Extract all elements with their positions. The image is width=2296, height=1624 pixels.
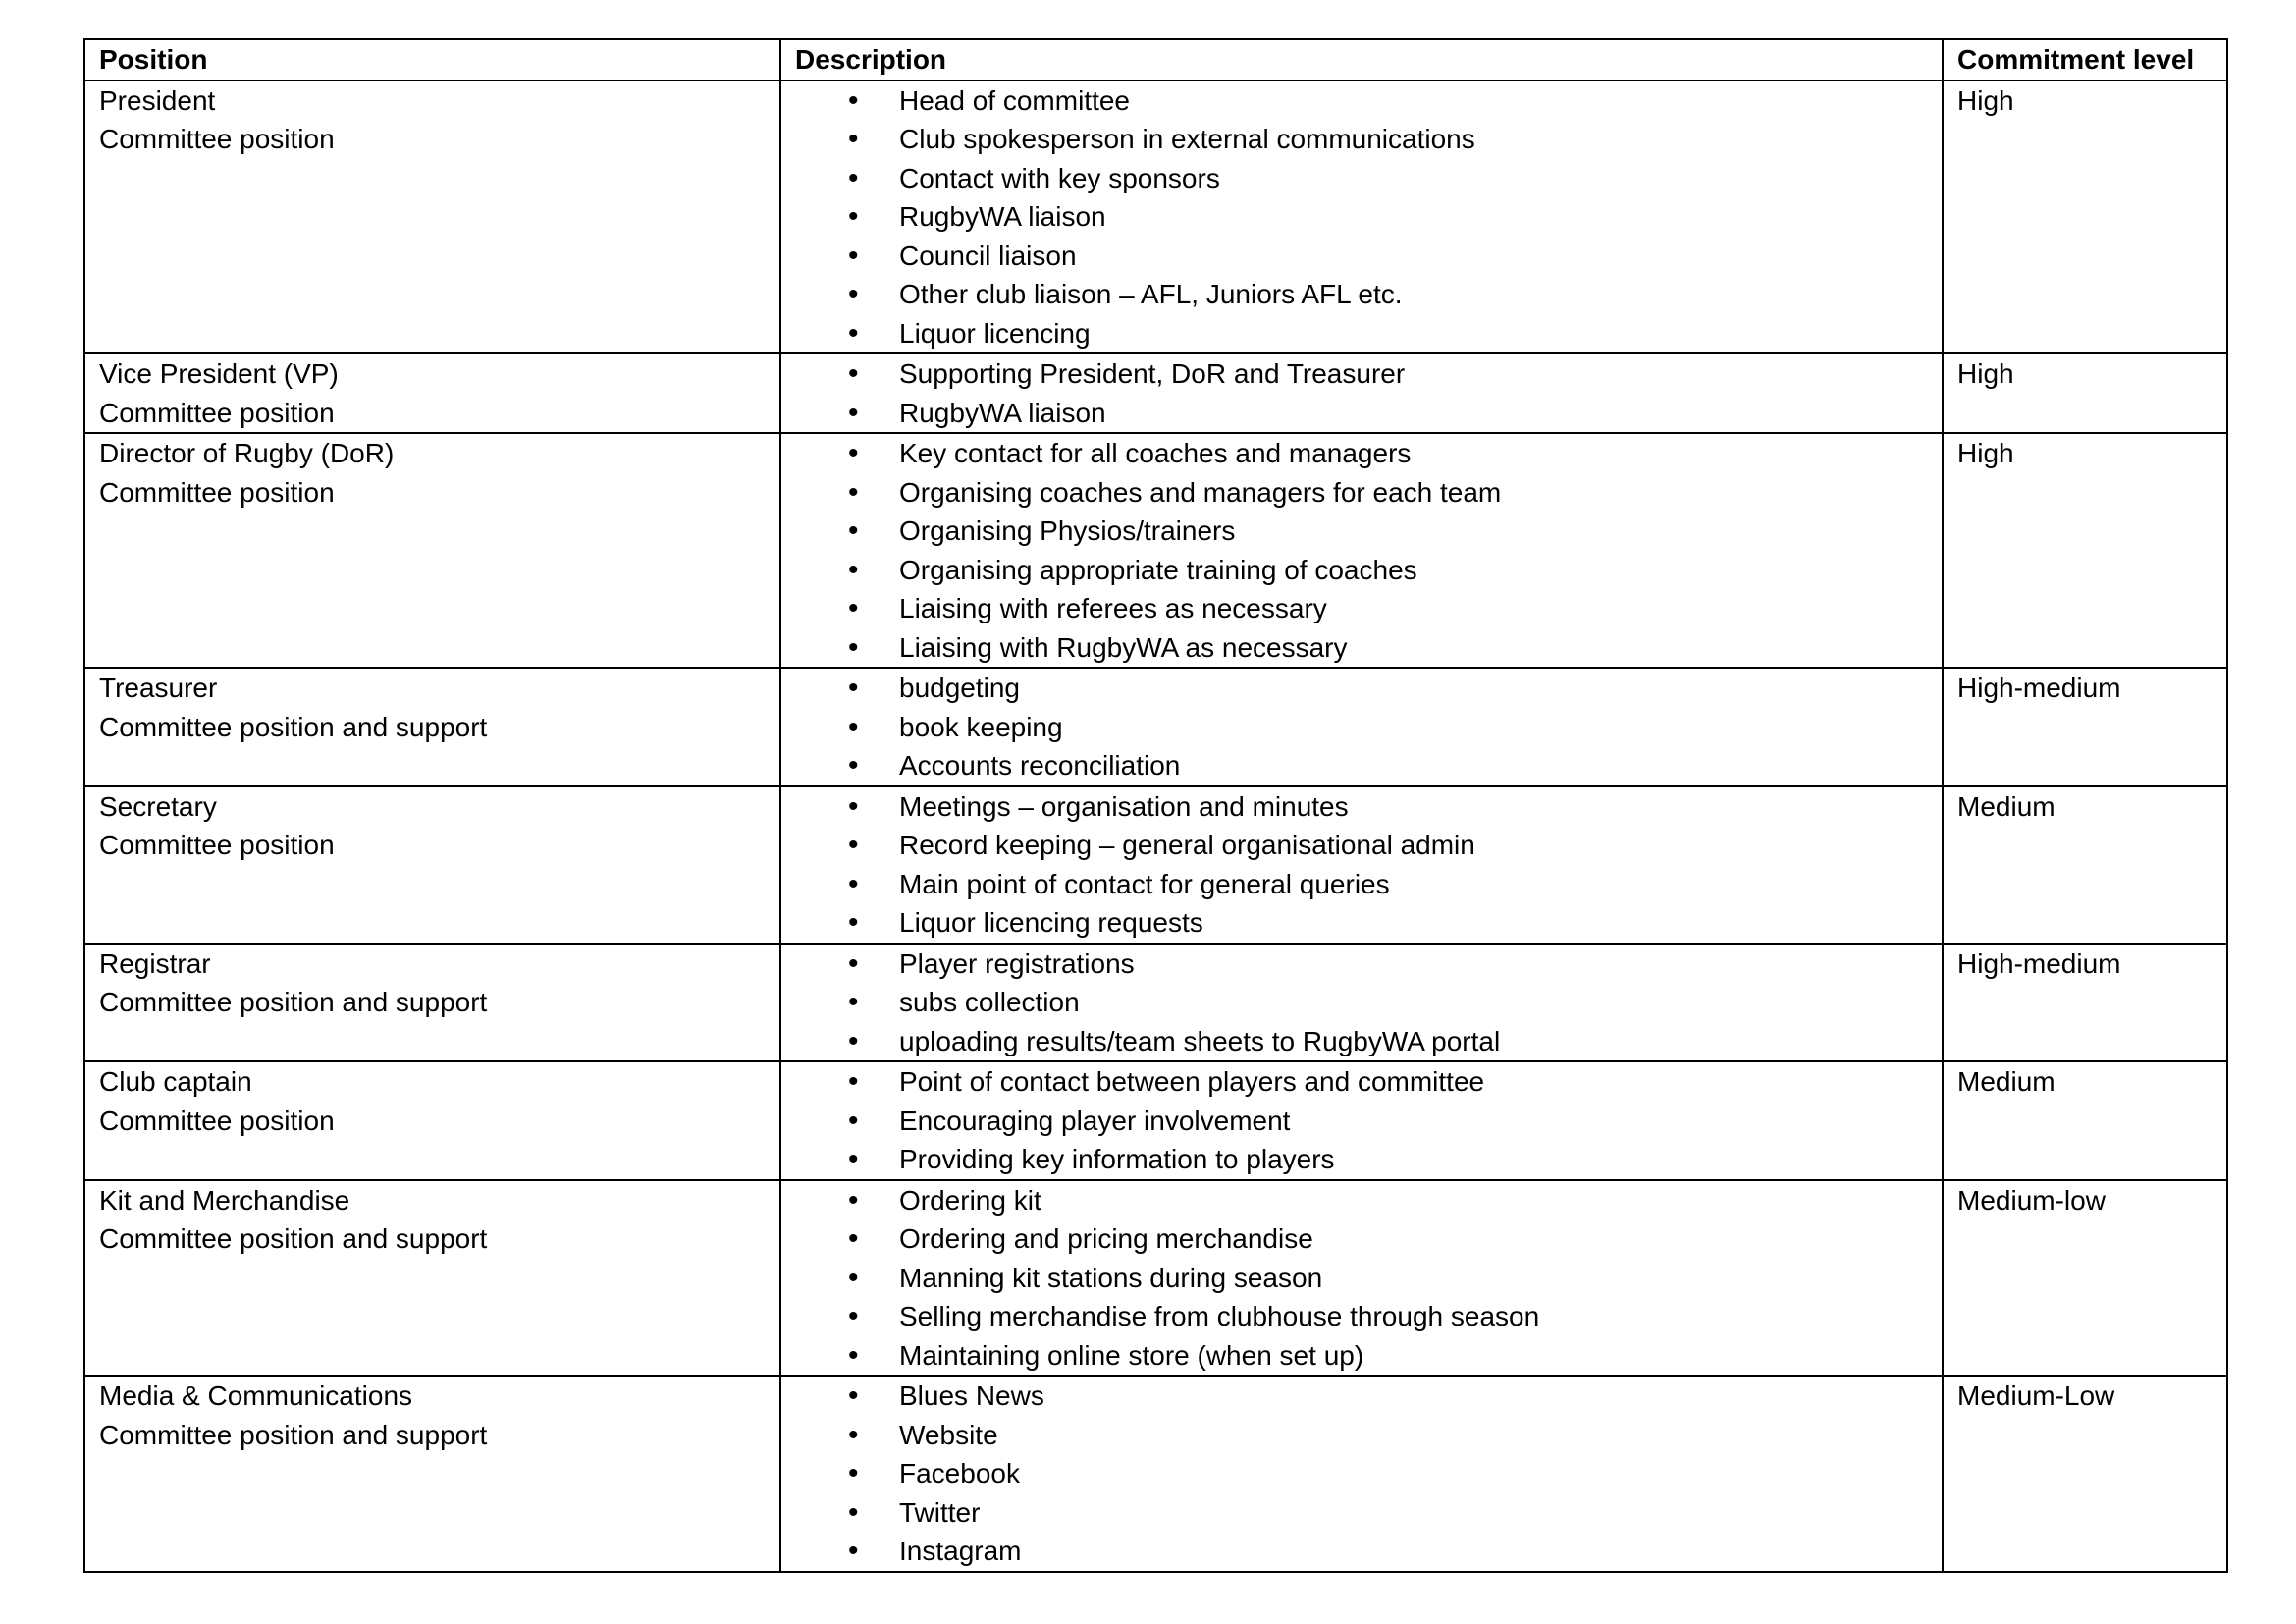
duty-list	[795, 669, 1934, 785]
position-type: Committee position	[99, 830, 335, 860]
duty-item: • budgeting	[795, 669, 1934, 708]
duty-list	[795, 354, 1934, 432]
description-header: Description	[780, 39, 1943, 81]
duty-item: • RugbyWA liaison	[795, 197, 1934, 237]
position-type: Committee position and support	[99, 711, 488, 742]
duty-item: • Meetings – organisation and minutes	[795, 787, 1934, 827]
description-cell	[780, 1061, 1943, 1180]
commitment-cell: Medium-Low	[1943, 1376, 2227, 1572]
table-row	[84, 944, 2227, 1062]
description-cell	[780, 433, 1943, 668]
position-type: Committee position	[99, 1105, 335, 1136]
position-title: Treasurer	[99, 673, 218, 703]
duty-list	[795, 1181, 1934, 1376]
duty-item: • Accounts reconciliation	[795, 746, 1934, 785]
description-cell	[780, 1376, 1943, 1572]
table-row	[84, 353, 2227, 433]
description-cell	[780, 81, 1943, 354]
position-title: Vice President (VP)	[99, 358, 339, 389]
description-cell	[780, 1180, 1943, 1377]
duty-item: • Key contact for all coaches and managers	[795, 434, 1934, 473]
description-cell	[780, 668, 1943, 786]
duty-item: • Head of committee	[795, 81, 1934, 121]
duty-item: • Liquor licencing	[795, 314, 1934, 353]
position-type: Committee position and support	[99, 1419, 488, 1450]
position-title: Secretary	[99, 790, 217, 822]
duty-list	[795, 787, 1934, 943]
duty-item: • Club spokesperson in external communications	[795, 120, 1934, 159]
position-cell	[84, 786, 780, 944]
position-cell	[84, 81, 780, 354]
duty-item: • Organising Physios/trainers	[795, 512, 1934, 551]
commitment-cell: Medium-low	[1943, 1180, 2227, 1377]
duty-item: • Organising coaches and managers for each team	[795, 473, 1934, 513]
position-cell	[84, 433, 780, 668]
duty-item: • Liaising with RugbyWA as necessary	[795, 628, 1934, 668]
table-row	[84, 1061, 2227, 1180]
duty-list	[795, 945, 1934, 1061]
committee-roles-table	[83, 38, 2228, 1573]
duty-item: • Contact with key sponsors	[795, 159, 1934, 198]
position-title: Club captain	[99, 1066, 252, 1097]
duty-item: • book keeping	[795, 708, 1934, 747]
position-title: Media & Communications	[99, 1380, 413, 1411]
duty-item: • Other club liaison – AFL, Juniors AFL etc.	[795, 275, 1934, 314]
position-title: Registrar	[99, 947, 211, 979]
commitment-cell: Medium	[1943, 786, 2227, 944]
commitment-cell: High	[1943, 81, 2227, 354]
duty-item: • Liaising with referees as necessary	[795, 589, 1934, 628]
position-cell	[84, 944, 780, 1062]
duty-item: • Council liaison	[795, 237, 1934, 276]
position-type: Committee position	[99, 397, 335, 428]
description-cell	[780, 944, 1943, 1062]
duty-item: • Twitter	[795, 1493, 1934, 1533]
position-title: President	[99, 84, 216, 116]
description-cell	[780, 353, 1943, 433]
commitment-cell: High-medium	[1943, 668, 2227, 786]
duty-list	[795, 1062, 1934, 1179]
duty-item: • uploading results/team sheets to RugbyWA portal	[795, 1022, 1934, 1061]
commitment-header: Commitment level	[1943, 39, 2227, 81]
header-row	[84, 39, 2227, 81]
duty-item: • Maintaining online store (when set up)	[795, 1336, 1934, 1376]
position-type: Committee position	[99, 124, 335, 154]
roles-body	[84, 81, 2227, 1572]
table-row	[84, 433, 2227, 668]
table-row	[84, 81, 2227, 354]
duty-item: • Website	[795, 1416, 1934, 1455]
position-header: Position	[84, 39, 780, 81]
duty-list	[795, 81, 1934, 353]
position-cell	[84, 1376, 780, 1572]
position-cell	[84, 353, 780, 433]
table-row	[84, 668, 2227, 786]
commitment-cell: High	[1943, 353, 2227, 433]
duty-item: • Selling merchandise from clubhouse through season	[795, 1297, 1934, 1336]
commitment-cell: Medium	[1943, 1061, 2227, 1180]
duty-item: • Ordering and pricing merchandise	[795, 1219, 1934, 1259]
duty-item: • Organising appropriate training of coaches	[795, 551, 1934, 590]
position-type: Committee position and support	[99, 1223, 488, 1254]
duty-item: • Instagram	[795, 1532, 1934, 1571]
duty-item: • Facebook	[795, 1454, 1934, 1493]
duty-item: • Main point of contact for general queries	[795, 865, 1934, 904]
duty-list	[795, 434, 1934, 667]
duty-item: • Encouraging player involvement	[795, 1102, 1934, 1141]
commitment-cell: High-medium	[1943, 944, 2227, 1062]
duty-item: • RugbyWA liaison	[795, 394, 1934, 433]
table-row	[84, 1376, 2227, 1572]
duty-item: • subs collection	[795, 983, 1934, 1022]
position-title: Kit and Merchandise	[99, 1184, 350, 1216]
duty-item: • Providing key information to players	[795, 1140, 1934, 1179]
table-row	[84, 1180, 2227, 1377]
duty-item: • Supporting President, DoR and Treasurer	[795, 354, 1934, 394]
position-type: Committee position and support	[99, 987, 488, 1017]
position-type: Committee position	[99, 476, 335, 508]
position-cell	[84, 668, 780, 786]
position-title: Director of Rugby (DoR)	[99, 438, 395, 468]
commitment-cell: High	[1943, 433, 2227, 668]
duty-item: • Record keeping – general organisational admin	[795, 826, 1934, 865]
duty-item: • Ordering kit	[795, 1181, 1934, 1220]
description-cell	[780, 786, 1943, 944]
duty-item: • Player registrations	[795, 945, 1934, 984]
position-cell	[84, 1180, 780, 1377]
position-cell	[84, 1061, 780, 1180]
duty-item: • Point of contact between players and committee	[795, 1062, 1934, 1102]
duty-list	[795, 1377, 1934, 1571]
table-row	[84, 786, 2227, 944]
duty-item: • Blues News	[795, 1377, 1934, 1416]
duty-item: • Manning kit stations during season	[795, 1259, 1934, 1298]
duty-item: • Liquor licencing requests	[795, 903, 1934, 943]
